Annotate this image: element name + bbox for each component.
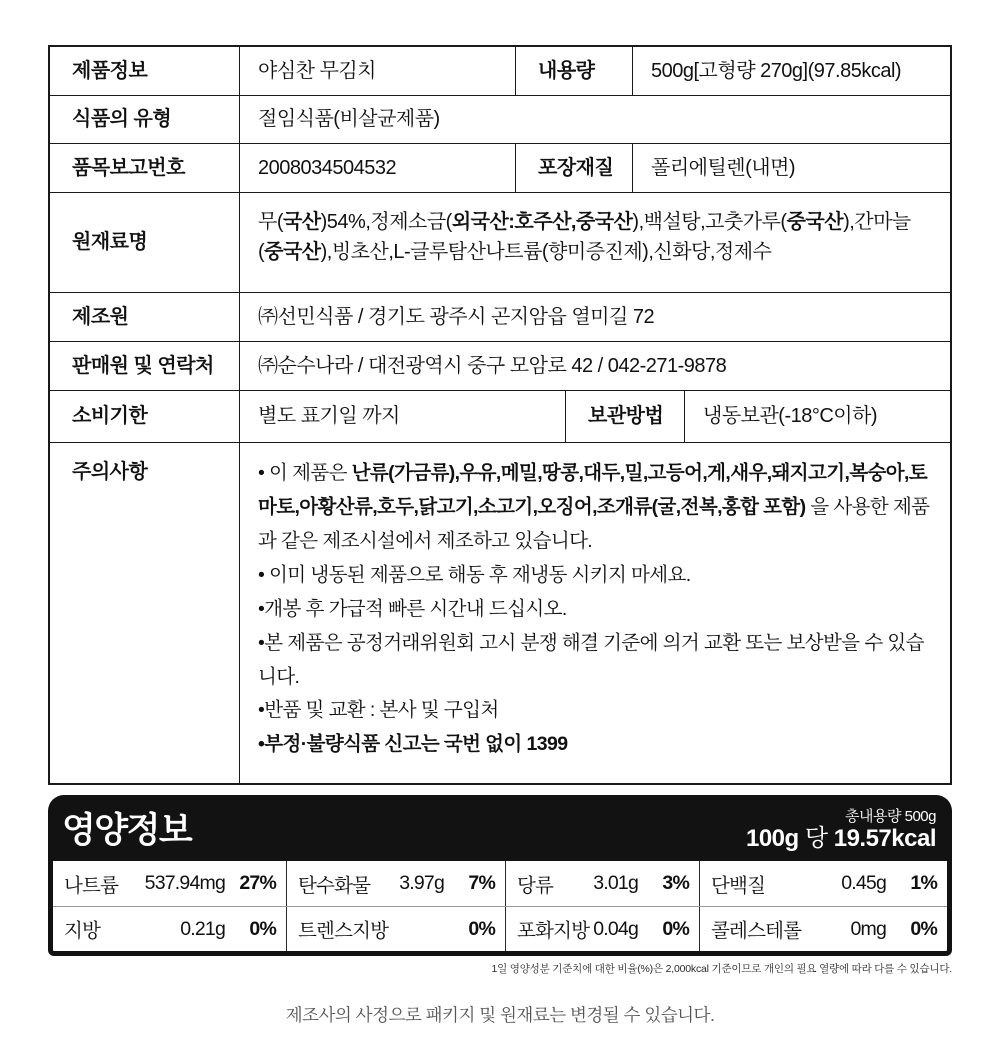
row-label: 식품의 유형 (72, 108, 172, 130)
nutrient-cell-cholesterol (699, 907, 947, 951)
table-row-expiry (50, 390, 950, 442)
nutrient-amount: 0.45g (841, 872, 886, 894)
nutrient-name: 트렌스지방 (298, 920, 389, 942)
report-number-value: 2008034504532 (239, 144, 515, 192)
caution-bullet: •본 제품은 공정거래위원회 고시 분쟁 해결 기준에 의거 교환 또는 보상받을 수 있습니다. (258, 631, 924, 688)
nutrient-amount: 3.97g (399, 872, 444, 894)
nutrient-percent: 0% (249, 917, 276, 940)
expiry-value: 별도 표기일 까지 (239, 391, 565, 442)
caution-bullet: • 이미 냉동된 제품으로 해동 후 재냉동 시키지 마세요. (258, 563, 691, 586)
table-row-cautions (50, 442, 950, 783)
nutrient-percent: 0% (662, 917, 689, 940)
nutrient-percent: 7% (468, 872, 495, 894)
row-label: 주의사항 (72, 461, 148, 483)
footer-disclaimer: 제조사의 사정으로 패키지 및 원재료는 변경될 수 있습니다. (285, 1005, 715, 1025)
nutrient-cell-saturated-fat (505, 907, 699, 951)
nutrient-percent: 0% (910, 917, 937, 940)
nutrient-name: 탄수화물 (298, 874, 371, 897)
row-label: 제조원 (72, 305, 129, 328)
table-row-manufacturer (50, 292, 950, 341)
nutrition-per-100g: 100g 당 19.57kcal (745, 824, 936, 852)
net-content-value: 500g[고형량 270g](97.85kcal) (632, 47, 950, 95)
product-name-value: 야심찬 무김치 (239, 47, 515, 95)
nutrient-cell-trans-fat (286, 907, 505, 951)
row-label: 제품정보 (72, 59, 148, 82)
nutrient-cell-fat (53, 907, 286, 951)
nutrition-footnote: 1일 영양성분 기준치에 대한 비율(%)은 2,000kcal 기준이므로 개인의 필요 열량에 따라 다를 수 있습니다. (491, 963, 952, 975)
nutrient-amount: 3.01g (593, 872, 638, 894)
nutrient-amount: 0.04g (593, 917, 638, 940)
nutrient-percent: 1% (910, 872, 937, 894)
nutrient-cell-protein (699, 861, 947, 906)
nutrient-amount: 537.94mg (144, 872, 225, 894)
nutrient-name: 당류 (517, 874, 554, 897)
caution-bullet: • 이 제품은 난류(가금류),우유,메밀,땅콩,대두,밀,고등어,게,새우,돼지고기,복숭아,토마토,아황산류,호두,닭고기,소고기,오징어,조개류(굴,전복,홍합 포함) 을 사용한 제품과 같은 제조시설에서 제조하고 있습니다. (258, 462, 930, 552)
nutrient-percent: 3% (662, 872, 689, 894)
cautions-value (239, 443, 950, 783)
nutrient-percent: 27% (239, 872, 276, 894)
table-row-ingredients (50, 192, 950, 292)
table-row-seller (50, 341, 950, 390)
caution-bullet: •부정·불량식품 신고는 국번 없이 1399 (258, 733, 568, 756)
row-label: 내용량 (515, 47, 632, 95)
row-label: 원재료명 (72, 231, 148, 253)
nutrition-table (48, 861, 952, 956)
nutrient-cell-sodium (53, 861, 286, 906)
nutrition-serving-info (746, 804, 936, 853)
row-label: 포장재질 (515, 144, 632, 192)
nutrient-name: 단백질 (711, 874, 766, 897)
packaging-material-value: 폴리에틸렌(내면) (632, 144, 950, 192)
nutrient-name: 나트륨 (64, 874, 119, 897)
product-info-table (48, 45, 952, 785)
caution-bullet: •반품 및 교환 : 본사 및 구입처 (258, 699, 499, 722)
caution-bullet: •개봉 후 가급적 빠른 시간내 드십시오. (258, 597, 567, 620)
row-label: 판매원 및 연락처 (72, 354, 214, 377)
nutrition-row-1 (53, 861, 947, 906)
nutrient-name: 지방 (64, 920, 101, 942)
row-label: 소비기한 (72, 405, 148, 427)
row-label: 품목보고번호 (72, 156, 185, 179)
nutrient-percent: 0% (468, 917, 495, 940)
nutrition-header (48, 795, 952, 861)
row-label: 보관방법 (565, 391, 684, 442)
nutrient-name: 포화지방 (517, 920, 590, 942)
nutrition-title: 영양정보 (62, 811, 192, 850)
nutrient-amount: 0.21g (180, 917, 225, 940)
storage-method-value: 냉동보관(-18°C이하) (684, 391, 950, 442)
table-row-product-name (50, 47, 950, 95)
food-type-value: 절임식품(비살균제품) (239, 96, 950, 143)
nutrition-row-2 (53, 906, 947, 951)
nutrient-cell-sugars (505, 861, 699, 906)
table-row-food-type (50, 95, 950, 143)
nutrient-name: 콜레스테롤 (711, 920, 802, 942)
nutrient-amount: 0mg (850, 917, 886, 940)
manufacturer-value: ㈜선민식품 / 경기도 광주시 곤지암읍 열미길 72 (239, 293, 950, 341)
table-row-report-number (50, 143, 950, 192)
nutrient-cell-carbs (286, 861, 505, 906)
nutrition-total-amount: 총내용량 500g (845, 807, 936, 825)
ingredients-value: 무(국산)54%,정제소금(외국산:호주산,중국산),백설탕,고춧가루(중국산),간마늘(중국산),빙초산,L-글루탐산나트륨(향미증진제),신화당,정제수 (239, 193, 950, 292)
seller-value: ㈜순수나라 / 대전광역시 중구 모암로 42 / 042-271-9878 (239, 342, 950, 390)
